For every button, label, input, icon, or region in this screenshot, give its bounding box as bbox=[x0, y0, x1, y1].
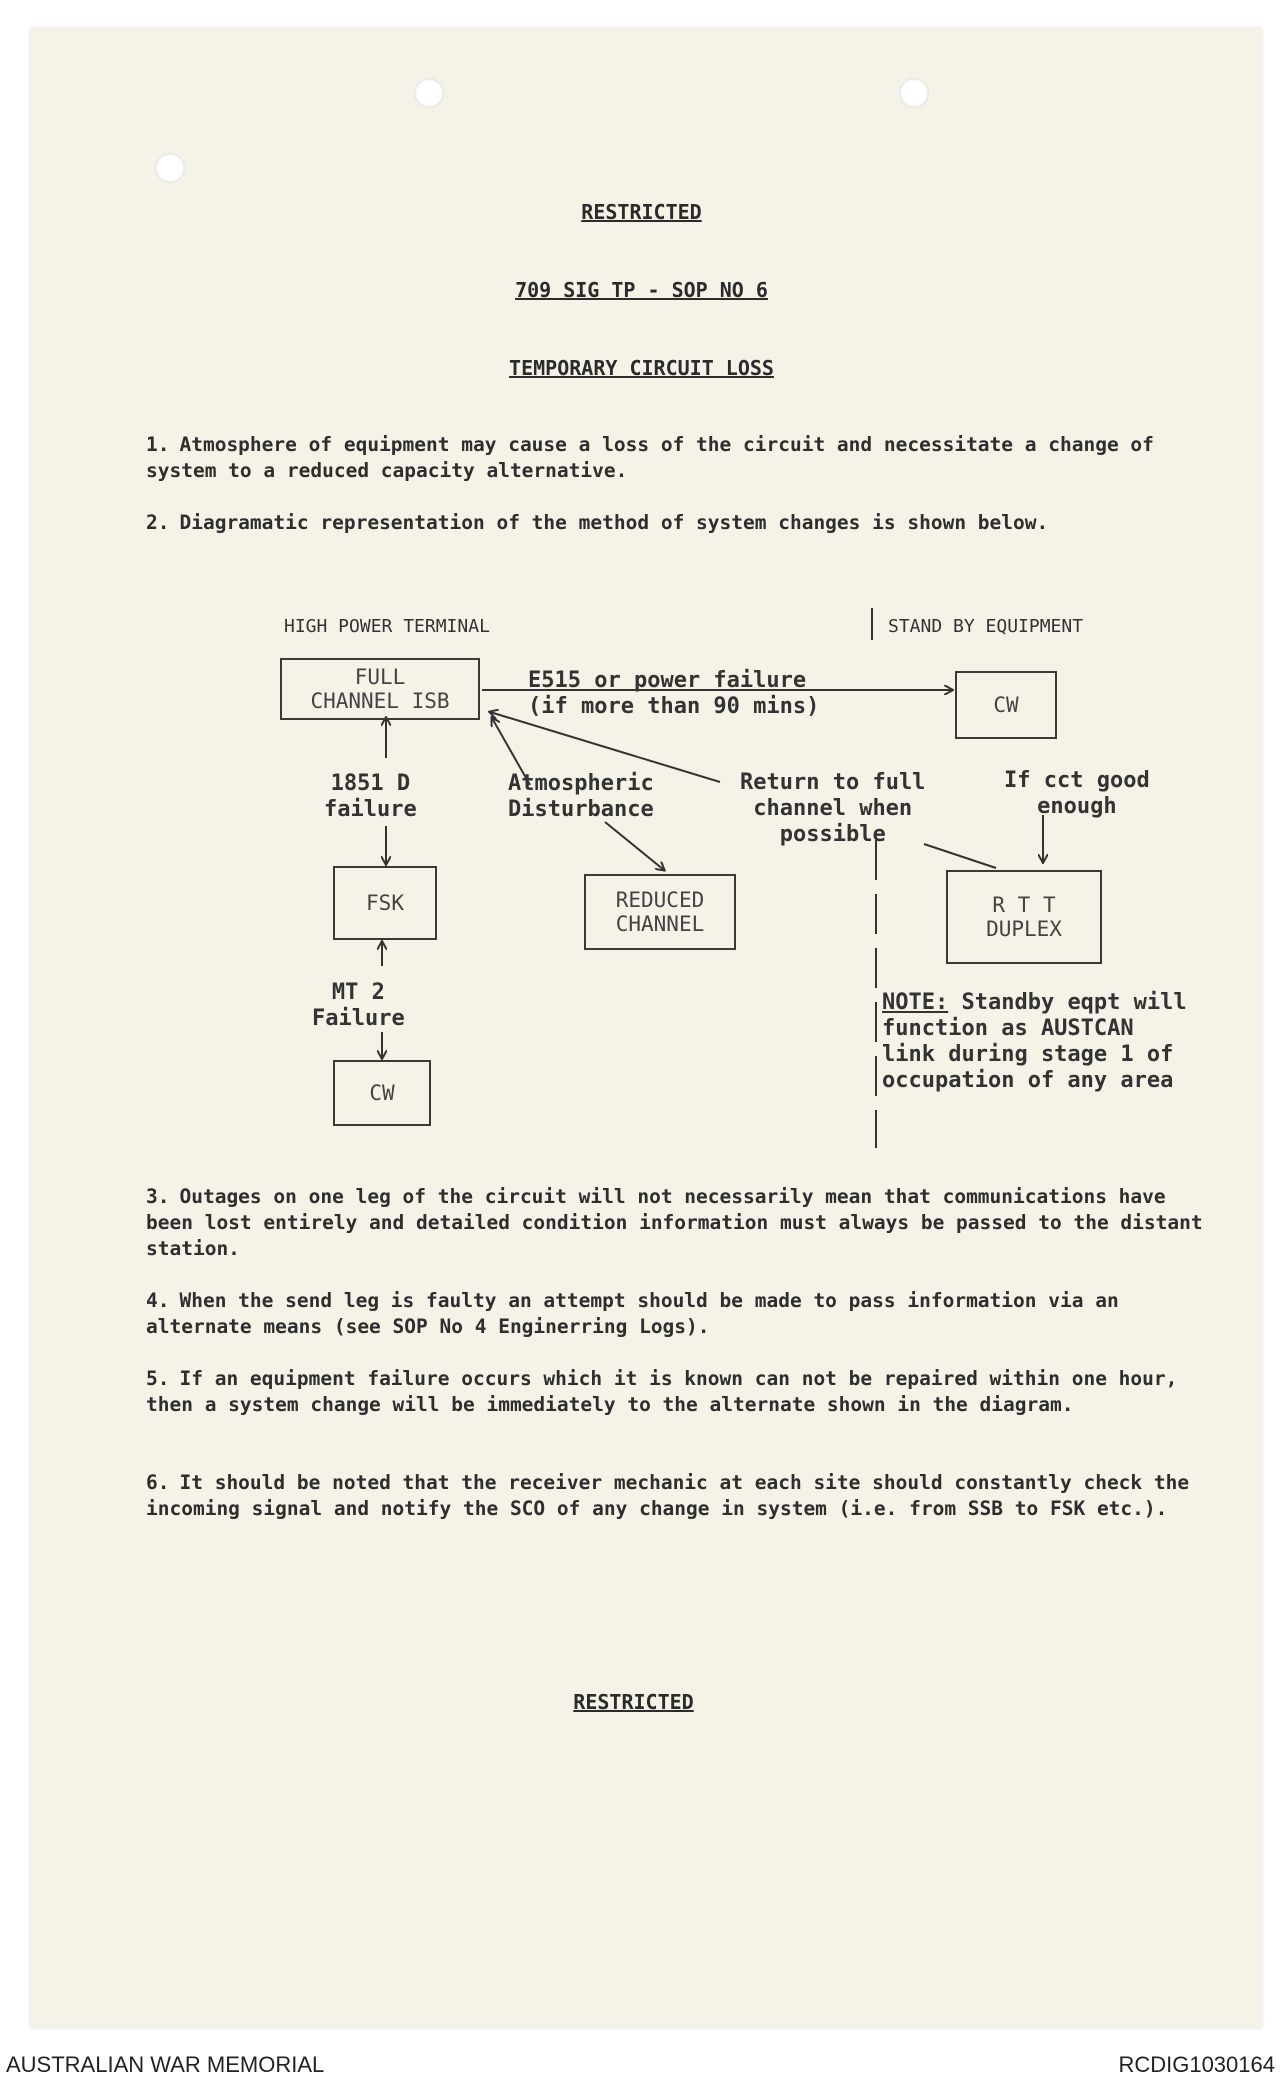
reduced-channel-box: REDUCED CHANNEL bbox=[584, 874, 736, 950]
fsk-box: FSK bbox=[333, 866, 437, 940]
paragraph-4 bbox=[146, 1288, 1216, 1340]
paragraph-number: 3. bbox=[146, 1185, 170, 1208]
cw-bottom-box: CW bbox=[333, 1060, 431, 1126]
archive-credit: AUSTRALIAN WAR MEMORIAL bbox=[6, 2052, 325, 2077]
paragraph-6 bbox=[146, 1470, 1216, 1522]
archive-reference: RCDIG1030164 bbox=[1118, 2052, 1275, 2077]
paragraph-text: It should be noted that the receiver mechanic at each site should constantly check the incoming signal and notify the SCO of any change in system (i.e. from SSB to FSK etc.). bbox=[146, 1471, 1190, 1520]
paragraph-3 bbox=[146, 1184, 1216, 1262]
full-channel-isb-box: FULL CHANNEL ISB bbox=[280, 658, 480, 720]
paragraph-text: If an equipment failure occurs which it is known can not be repaired within one hour, then a system change will be immediately to the alternate shown in the diagram. bbox=[146, 1367, 1178, 1416]
note-title: NOTE: bbox=[882, 990, 949, 1015]
paragraph-number: 1. bbox=[146, 433, 170, 456]
paragraph-text: When the send leg is faulty an attempt should be made to pass information via an alternate means (see SOP No 4 Enginerring Logs). bbox=[146, 1289, 1119, 1338]
arrow-atmospheric-to-reduced bbox=[605, 822, 664, 870]
line-return-to-rtt bbox=[924, 844, 996, 868]
paragraph-number: 5. bbox=[146, 1367, 170, 1390]
standby-note bbox=[882, 990, 1187, 1094]
header-marking: RESTRICTED bbox=[581, 200, 702, 224]
note-body: Standby eqpt will function as AUSTCAN link during stage 1 of occupation of any area bbox=[882, 990, 1187, 1093]
paragraph-number: 4. bbox=[146, 1289, 170, 1312]
footer-marking: RESTRICTED bbox=[573, 1690, 694, 1714]
cct-good-label: If cct good enough bbox=[1004, 768, 1150, 819]
left-heading: HIGH POWER TERMINAL bbox=[284, 616, 490, 637]
mt2-failure-label: MT 2 Failure bbox=[312, 980, 405, 1031]
cw-standby-box: CW bbox=[955, 671, 1057, 739]
paragraph-text: Diagramatic representation of the method of system changes is shown below. bbox=[179, 511, 1049, 534]
paragraph-number: 2. bbox=[146, 511, 170, 534]
right-heading: STAND BY EQUIPMENT bbox=[888, 616, 1084, 637]
rtt-duplex-box: R T T DUPLEX bbox=[946, 870, 1102, 964]
1851-failure-label: 1851 D failure bbox=[324, 771, 417, 822]
e515-label: E515 or power failure (if more than 90 mins) bbox=[528, 668, 820, 719]
paragraph-text: Outages on one leg of the circuit will not necessarily mean that communications have been lost entirely and detailed condition information must always be passed to the distant station. bbox=[146, 1185, 1203, 1260]
paragraph-5 bbox=[146, 1366, 1216, 1418]
return-full-channel-label: Return to full channel when possible bbox=[740, 770, 926, 847]
paragraph-text: Atmosphere of equipment may cause a loss of the circuit and necessitate a change of system to a reduced capacity alternative. bbox=[146, 433, 1154, 482]
paragraph-number: 6. bbox=[146, 1471, 170, 1494]
atmospheric-disturbance-label: Atmospheric Disturbance bbox=[508, 771, 654, 822]
document-title: 709 SIG TP - SOP NO 6 bbox=[515, 278, 768, 302]
document-subtitle: TEMPORARY CIRCUIT LOSS bbox=[509, 356, 774, 380]
